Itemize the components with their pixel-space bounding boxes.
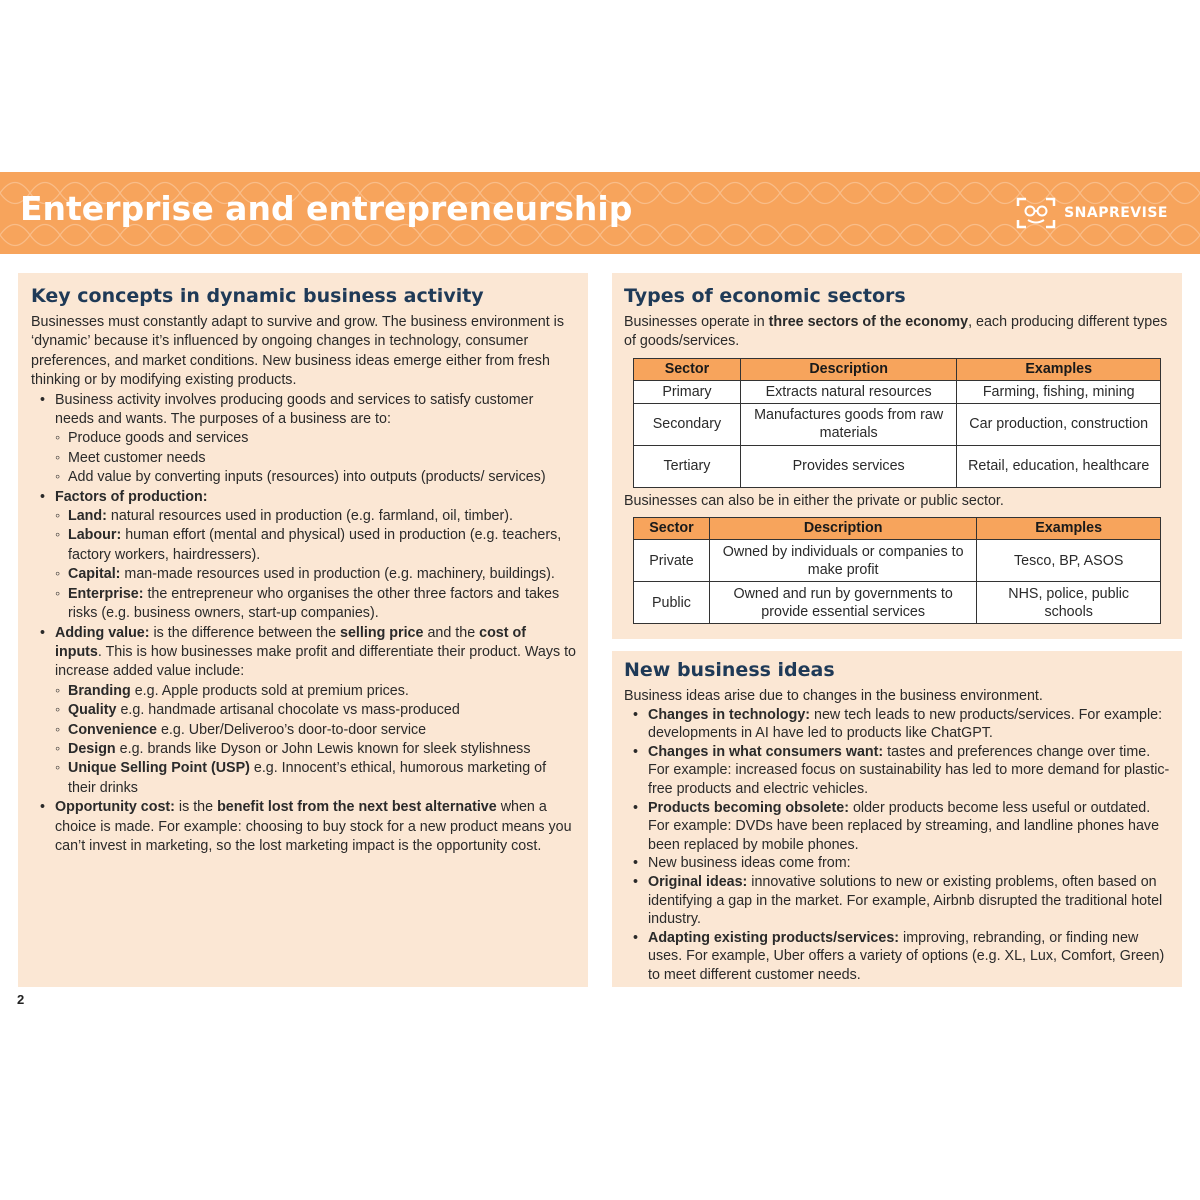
table-cell: Retail, education, healthcare [957, 445, 1161, 487]
sectors-intro: Businesses operate in three sectors of the economy, each producing different types of goods/services. [624, 314, 1168, 350]
table-cell: Tesco, BP, ASOS [977, 540, 1161, 582]
table-row [634, 582, 1161, 624]
table-header: Sector [634, 518, 710, 540]
purpose-item: ◦ Add value by converting inputs (resources) into outputs (products/ services) [55, 468, 576, 487]
key-concepts-heading: Key concepts in dynamic business activity [31, 285, 484, 307]
idea-item: • Original ideas: innovative solutions to new or existing problems, often based on identifying a gap in the market. For example, Airbnb disrupted the traditional hotel industry. [624, 873, 1170, 929]
table-cell: Primary [634, 380, 741, 403]
value-way-item: ◦ Convenience e.g. Uber/Deliveroo’s door-to-door service [55, 721, 576, 740]
idea-item: • Changes in technology: new tech leads to new products/services. For example: developments in AI have led to products like ChatGPT. [624, 706, 1170, 743]
table-header: Sector [634, 358, 741, 380]
purpose-item: ◦ Meet customer needs [55, 449, 576, 468]
economy-sectors-table [633, 358, 1161, 488]
idea-item: • New business ideas come from: [624, 854, 1170, 873]
table-cell: Tertiary [634, 445, 741, 487]
table-header: Description [740, 358, 957, 380]
economic-sectors-panel [612, 273, 1182, 639]
table-cell: Farming, fishing, mining [957, 380, 1161, 403]
table-cell: Owned by individuals or companies to make profit [709, 540, 976, 582]
table-cell: Private [634, 540, 710, 582]
adding-value-item: • Adding value: is the difference between the selling price and the cost of inputs. This is how businesses make profit and differentiate their product. Ways to increase added value include: ◦ Branding e.g. Apple products sold at premium prices. ◦ Quality e.g. handmade artisanal chocolate vs mass-produced ◦ Convenience e.g. Uber/Deliveroo’s door-to-door service ◦ Design e.g. brands like Dyson or John Lewis known for sleek stylishness ◦ Unique Selling Point (USP) e.g. Innocent’s ethical, humorous marketing of their drinks [31, 624, 576, 799]
page-title: Enterprise and entrepreneurship [20, 189, 633, 228]
factor-item: ◦ Enterprise: the entrepreneur who organises the other three factors and takes risks (e.g. business owners, start-up companies). [55, 585, 576, 624]
header-banner [0, 172, 1200, 254]
economic-sectors-heading: Types of economic sectors [624, 285, 906, 307]
table-row [634, 540, 1161, 582]
business-activity-item: • Business activity involves producing goods and services to satisfy customer needs and wants. The purposes of a business are to: ◦ Produce goods and services ◦ Meet customer needs ◦ Add value by converting inputs (resources) into outputs (products/ services) [31, 391, 576, 488]
value-way-item: ◦ Quality e.g. handmade artisanal chocolate vs mass-produced [55, 701, 576, 720]
table-cell: Manufactures goods from raw materials [740, 403, 957, 445]
key-concepts-intro: Businesses must constantly adapt to survive and grow. The business environment is ‘dynamic’ because it’s influenced by ongoing changes in technology, consumer preferences, and market conditions. New business ideas emerge either from fresh thinking or by modifying existing products. [31, 314, 564, 389]
factors-of-production-item: • Factors of production: ◦ Land: natural resources used in production (e.g. farmland, oil, timber). ◦ Labour: human effort (mental and physical) used in production (e.g. teachers, factory workers, hairdressers). ◦ Capital: man-made resources used in production (e.g. machinery, buildings). ◦ Enterprise: the entrepreneur who organises the other three factors and takes risks (e.g. business owners, start-up companies). [31, 488, 576, 624]
table-header: Examples [957, 358, 1161, 380]
page-number: 2 [17, 992, 25, 1007]
factor-item: ◦ Land: natural resources used in production (e.g. farmland, oil, timber). [55, 507, 576, 526]
table-cell: NHS, police, public schools [977, 582, 1161, 624]
idea-item: • Adapting existing products/services: improving, rebranding, or finding new uses. For example, Uber offers a variety of options (e.g. XL, Lux, Comfort, Green) to meet different customer needs. [624, 929, 1170, 985]
idea-item: • Products becoming obsolete: older products become less useful or outdated. For example: DVDs have been replaced by streaming, and landline phones have been replaced by mobile phones. [624, 799, 1170, 855]
table-cell: Secondary [634, 403, 741, 445]
brand-logo [1016, 196, 1168, 230]
factor-item: ◦ Labour: human effort (mental and physical) used in production (e.g. teachers, factory workers, hairdressers). [55, 526, 576, 565]
value-way-item: ◦ Design e.g. brands like Dyson or John Lewis known for sleek stylishness [55, 740, 576, 759]
ideas-intro: Business ideas arise due to changes in the business environment. [624, 688, 1043, 704]
brand-name: SNAPREVISE [1064, 205, 1168, 221]
ownership-sectors-table [633, 517, 1161, 624]
table-header-row [634, 518, 1161, 540]
value-way-item: ◦ Branding e.g. Apple products sold at premium prices. [55, 682, 576, 701]
table-row [634, 445, 1161, 487]
table-row [634, 403, 1161, 445]
opportunity-cost-item: • Opportunity cost: is the benefit lost from the next best alternative when a choice is made. For example: choosing to buy stock for a new product means you can’t invest in marketing, so the lost marketing impact is the opportunity cost. [31, 798, 576, 856]
table-row [634, 380, 1161, 403]
table-header-row [634, 358, 1161, 380]
new-business-ideas-panel [612, 651, 1182, 987]
table-cell: Provides services [740, 445, 957, 487]
purpose-item: ◦ Produce goods and services [55, 429, 576, 448]
table-header: Examples [977, 518, 1161, 540]
table-cell: Public [634, 582, 710, 624]
sectors-between-text: Businesses can also be in either the private or public sector. [624, 492, 1004, 509]
value-way-item: ◦ Unique Selling Point (USP) e.g. Innocent’s ethical, humorous marketing of their drinks [55, 759, 576, 798]
table-cell: Extracts natural resources [740, 380, 957, 403]
key-concepts-panel [18, 273, 588, 987]
table-header: Description [709, 518, 976, 540]
idea-item: • Changes in what consumers want: tastes and preferences change over time. For example: increased focus on sustainability has led to more demand for plastic-free products and electric vehicles. [624, 743, 1170, 799]
new-business-ideas-heading: New business ideas [624, 659, 835, 681]
table-cell: Car production, construction [957, 403, 1161, 445]
factor-item: ◦ Capital: man-made resources used in production (e.g. machinery, buildings). [55, 565, 576, 584]
table-cell: Owned and run by governments to provide essential services [709, 582, 976, 624]
snaprevise-logo-icon [1016, 196, 1056, 230]
